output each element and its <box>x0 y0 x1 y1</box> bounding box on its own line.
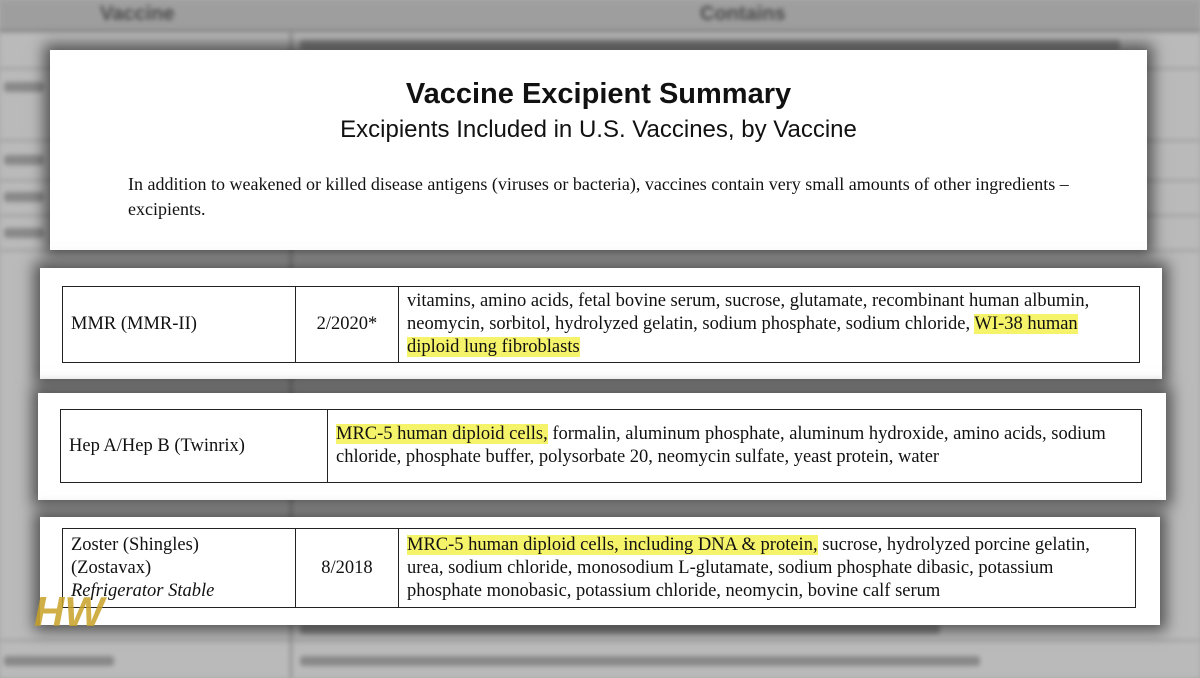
contents-cell <box>399 529 1136 608</box>
table-row <box>61 410 1142 483</box>
contents-text: formalin, aluminum phosphate, aluminum hydroxide, amino acids, sodium chloride, phosphate buffer, polysorbate 20, neomycin sulfate, yeast protein, water <box>336 424 1106 467</box>
vaccine-brand: (Zostavax) <box>71 557 152 578</box>
document-subtitle: Excipients Included in U.S. Vaccines, by Vaccine <box>340 116 857 143</box>
date-value: 2/2020* <box>316 314 378 334</box>
hep-table <box>60 409 1142 483</box>
highlighted-ingredient: MRC-5 human diploid cells, including DNA & protein, <box>407 534 818 555</box>
background-text-line <box>4 228 44 238</box>
hw-logo-text: HW <box>34 588 104 634</box>
document-intro: In addition to weakened or killed disease antigens (viruses or bacteria), vaccines contain very small amounts of other ingredients – excipients. <box>128 174 1069 219</box>
contents-text: sucrose, hydrolyzed porcine gelatin, urea, sodium chloride, monosodium L-glutamate, sodium phosphate dibasic, potassium phosphate monobasic, potassium chloride, neomycin, bovine calf serum <box>407 534 1090 601</box>
vaccine-name: Hep A/Hep B (Twinrix) <box>69 435 245 456</box>
date-value: 8/2018 <box>321 557 373 578</box>
hep-card <box>38 393 1166 500</box>
vaccine-name: Zoster (Shingles) <box>71 534 199 555</box>
date-cell <box>296 529 399 608</box>
summary-card <box>50 50 1147 250</box>
background-text-line <box>4 656 114 666</box>
background-header-contains: Contains <box>700 3 786 25</box>
mmr-table <box>62 286 1140 363</box>
highlighted-ingredient: WI-38 human diploid lung fibroblasts <box>407 314 1078 357</box>
mmr-card <box>40 268 1162 379</box>
background-text-line <box>300 40 1120 50</box>
contents-cell <box>399 287 1140 363</box>
contents-cell <box>328 410 1142 483</box>
background-text-line <box>4 192 44 202</box>
contents-text: vitamins, amino acids, fetal bovine serum, sucrose, glutamate, recombinant human albumin, neomycin, sorbitol, hydrolyzed gelatin, sodium phosphate, sodium chloride, <box>407 291 1090 334</box>
vaccine-storage-note: Refrigerator Stable <box>71 580 215 601</box>
zoster-card <box>40 517 1160 625</box>
hw-logo <box>30 586 130 634</box>
vaccine-name: MMR (MMR-II) <box>71 314 197 334</box>
background-text-line <box>300 656 980 666</box>
background-row-line <box>0 640 1200 641</box>
document-title: Vaccine Excipient Summary <box>405 78 792 110</box>
date-cell <box>296 287 399 363</box>
background-text-line <box>4 82 44 92</box>
background-row-line <box>0 250 1200 251</box>
zoster-table <box>62 528 1136 608</box>
vaccine-name-cell <box>63 287 296 363</box>
background-table-header <box>0 0 1200 32</box>
background-text-line <box>300 624 940 634</box>
table-row <box>63 529 1136 608</box>
highlighted-ingredient: MRC-5 human diploid cells, <box>336 424 548 444</box>
background-header-vaccine: Vaccine <box>100 3 175 25</box>
background-text-line <box>4 155 44 165</box>
table-row <box>63 287 1140 363</box>
vaccine-name-cell <box>61 410 328 483</box>
